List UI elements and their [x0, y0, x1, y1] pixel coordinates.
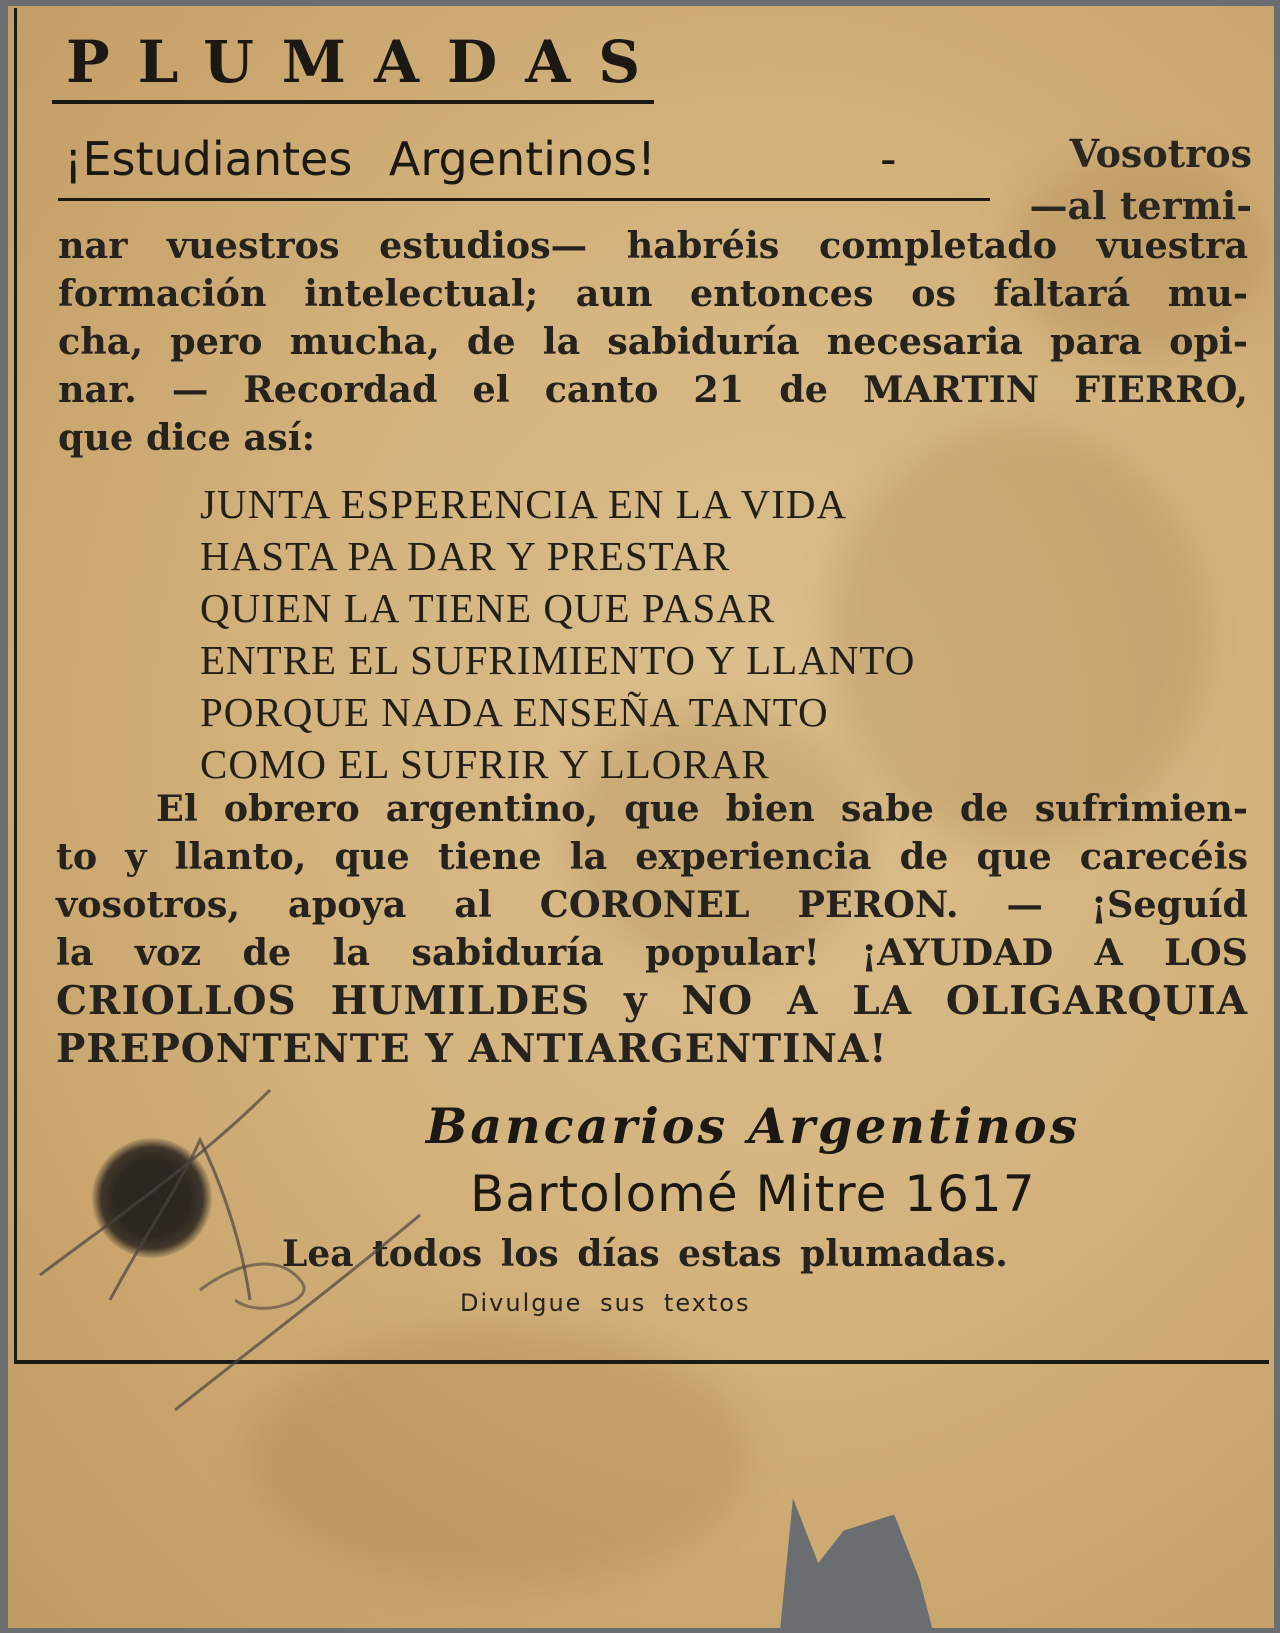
headline-dash: - [880, 132, 897, 186]
ink-blot [92, 1138, 212, 1258]
intro-paragraph [58, 222, 1248, 414]
intro-side-line: —al termi- [1029, 183, 1252, 228]
headline: ¡Estudiantes Argentinos! [64, 132, 656, 186]
signature: Bancarios Argentinos [426, 1097, 1081, 1155]
masthead-underline [52, 100, 654, 104]
verse-line: JUNTA ESPERENCIA EN LA VIDA [200, 481, 848, 527]
intro-line: nar. — Recordad el canto 21 de MARTIN FIERRO, [58, 368, 1248, 411]
headline-underline [58, 198, 990, 201]
closing-paragraph [56, 785, 1248, 1073]
verse-line: COMO EL SUFRIR Y LLORAR [200, 741, 770, 787]
verse-line: HASTA PA DAR Y PRESTAR [200, 533, 731, 579]
closing-line: CRIOLLOS HUMILDES y NO A LA OLIGARQUIA [56, 978, 1248, 1024]
intro-side-line: Vosotros [1069, 131, 1252, 176]
intro-line: cha, pero mucha, de la sabiduría necesaria para opi- [58, 320, 1248, 363]
intro-last-line: que dice así: [58, 416, 316, 459]
intro-line: nar vuestros estudios— habréis completado vuestra [58, 224, 1248, 267]
closing-line: PREPONTENTE Y ANTIARGENTINA! [56, 1026, 888, 1072]
martin-fierro-verse [200, 478, 915, 790]
intro-line: formación intelectual; aun entonces os faltará mu- [58, 272, 1248, 315]
closing-line: vosotros, apoya al CORONEL PERON. — ¡Seguíd [56, 883, 1248, 926]
footer-small-text: Divulgue sus textos [460, 1289, 751, 1317]
verse-line: ENTRE EL SUFRIMIENTO Y LLANTO [200, 637, 916, 683]
closing-line: to y llanto, que tiene la experiencia de que carecéis [56, 835, 1248, 878]
address: Bartolomé Mitre 1617 [470, 1165, 1036, 1223]
verse-line: QUIEN LA TIENE QUE PASAR [200, 585, 776, 631]
intro-side-text [1030, 128, 1252, 232]
closing-line: la voz de la sabiduría popular! ¡AYUDAD A LOS [56, 931, 1248, 974]
masthead-title: PLUMADAS [66, 28, 669, 96]
footer-line: Lea todos los días estas plumadas. [282, 1233, 1008, 1275]
verse-line: PORQUE NADA ENSEÑA TANTO [200, 689, 829, 735]
closing-line: El obrero argentino, que bien sabe de sufrimien- [156, 787, 1248, 830]
